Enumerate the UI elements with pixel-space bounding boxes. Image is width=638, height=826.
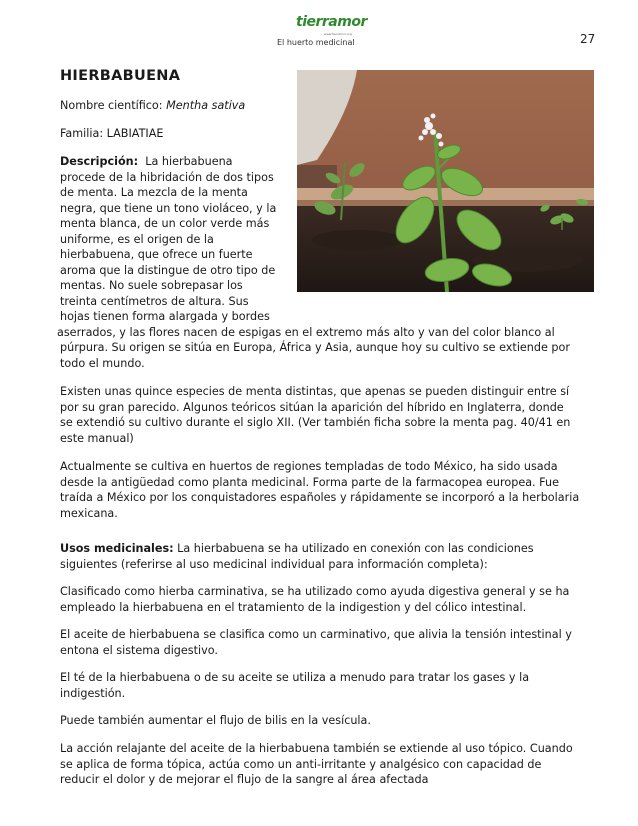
plant-title: HIERBABUENA: [60, 68, 181, 84]
tea-line: El té de la hierbabuena o de su aceite se utiliza a menudo para tratar los gases y la: [60, 671, 530, 684]
description-line: hierbabuena, que ofrece un fuerte: [60, 248, 253, 261]
topical-line: se aplica de forma tópica, actúa como un anti-irritante y analgésico con capacidad de: [60, 757, 542, 771]
uses-line-2: siguientes (referirse al uso medicinal individual para información completa):: [60, 557, 488, 571]
uses-line-1: [60, 541, 534, 557]
description-line: hojas tienen forma alargada y bordes: [60, 310, 270, 323]
carminative-line: Clasificado como hierba carminativa, se ha utilizado como ayuda digestiva general y se ha: [60, 585, 570, 598]
description-line: todo el mundo.: [60, 356, 145, 370]
tierramor-logo: [296, 14, 366, 40]
description-line: uniforme, es el origen de la: [60, 232, 214, 246]
family-line: Familia: LABIATIAE: [60, 127, 164, 140]
page-header: [0, 8, 638, 52]
bile-line: Puede también aumentar el flujo de bilis en la vesícula.: [60, 714, 371, 727]
scientific-name-line: [60, 98, 245, 114]
species-line: se extendió su cultivo durante el siglo XII. (Ver también ficha sobre la menta pag. 40/41 en: [60, 416, 571, 429]
tea-line: indigestión.: [60, 686, 126, 700]
mexico-line: desde la antigüedad como planta medicinal. Forma parte de la farmacopea europea. Fue: [60, 475, 559, 489]
logo-text: tierramor: [296, 14, 367, 30]
logo-subtext: www.tierramor.org: [324, 32, 352, 36]
mexico-line: Actualmente se cultiva en huertos de regiones templadas de todo México, ha sido usada: [60, 460, 558, 473]
carminative-line: empleado la hierbabuena en el tratamiento de la indigestion y del cólico intestinal.: [60, 600, 527, 614]
description-line: púrpura. Su origen se sitúa en Europa, África y Asia, aunque hoy su cultivo se extiende por: [60, 341, 570, 354]
uses-label: Usos medicinales:: [60, 542, 174, 555]
mexico-line: mexicana.: [60, 506, 118, 520]
mexico-line: traída a México por los conquistadores españoles y rápidamente se incorporó a la herbolaria: [60, 491, 580, 504]
scientific-name-label: Nombre científico:: [60, 99, 163, 112]
uses-text-1: La hierbabuena se ha utilizado en conexión con las condiciones: [173, 542, 534, 555]
description-line: mentas. No suele sobrepasar los: [60, 279, 243, 292]
description-line: aroma que la distingue de otro tipo de: [60, 263, 276, 277]
description-line: menta blanca, de un color verde más: [60, 217, 270, 230]
topical-line: reducir el dolor y de mejorar el flujo de la sangre al área afectada: [60, 773, 429, 786]
page-number: 27: [580, 32, 596, 46]
species-line: este manual): [60, 431, 134, 445]
mint-plant-photo: [297, 70, 594, 292]
description-line: aserrados, y las flores nacen de espigas en el extremo más alto y van del color blanco al: [57, 325, 555, 339]
description-line: negra, que tiene un tono violáceo, y la: [60, 201, 277, 215]
topical-line: La acción relajante del aceite de la hierbabuena también se extiende al uso tópico. Cuando: [60, 742, 573, 755]
species-line: por su gran parecido. Algunos teóricos sitúan la aparición del híbrido en Inglaterra, donde: [60, 400, 564, 414]
oil-line: El aceite de hierbabuena se clasifica como un carminativo, que alivia la tensión intestinal y: [60, 628, 572, 641]
description-line: procede de la hibridación de dos tipos: [60, 170, 274, 184]
scientific-name-value: Mentha sativa: [166, 99, 246, 112]
species-line: Existen unas quince especies de menta distintas, que apenas se pueden distinguir entre sí: [60, 385, 570, 398]
running-title: El huerto medicinal: [277, 38, 355, 47]
oil-line: entona el sistema digestivo.: [60, 643, 218, 657]
description-line: treinta centímetros de altura. Sus: [60, 294, 249, 308]
description-line-1: [60, 154, 233, 170]
description-text-1: La hierbabuena: [138, 155, 233, 168]
description-line: de menta. La mezcla de la menta: [60, 186, 248, 199]
description-label: Descripción:: [60, 155, 139, 168]
